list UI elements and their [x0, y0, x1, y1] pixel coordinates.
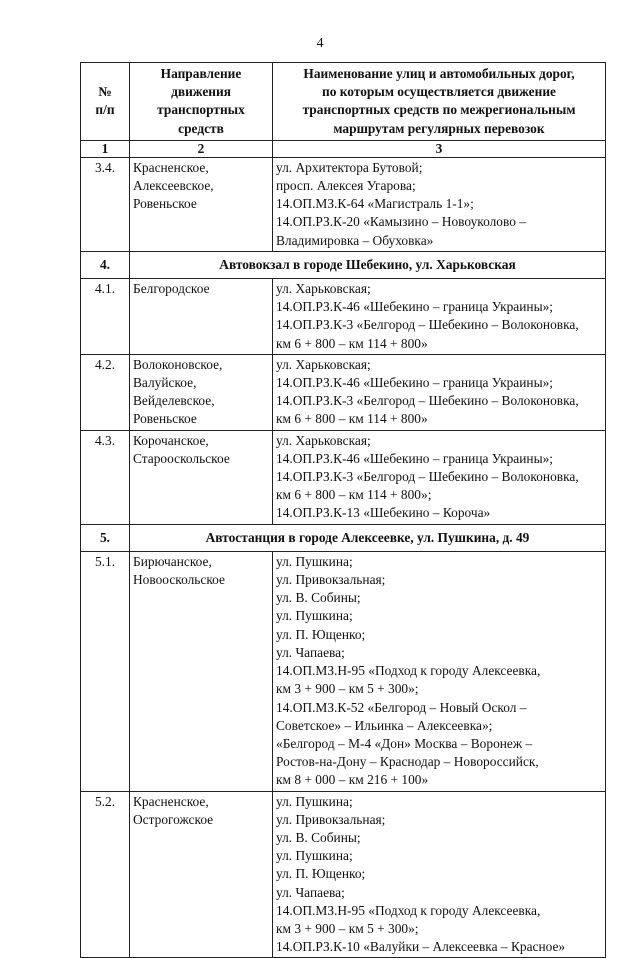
- road-line: ул. Привокзальная;: [276, 572, 386, 588]
- road-line: 14.ОП.РЗ.К-46 «Шебекино – граница Украины»;: [276, 450, 553, 466]
- road-line: км 3 + 900 – км 5 + 300»;: [276, 920, 419, 936]
- direction-cell: [130, 551, 273, 791]
- road-line: ул. Харьковская;: [276, 432, 371, 448]
- road-line: 14.ОП.РЗ.К-46 «Шебекино – граница Украины»;: [276, 299, 553, 315]
- road-line: ул. Чапаева;: [276, 644, 345, 660]
- column-numbers-row: [81, 140, 606, 157]
- road-line: 14.ОП.РЗ.К-46 «Шебекино – граница Украины»;: [276, 375, 553, 391]
- road-line: 14.ОП.РЗ.К-13 «Шебекино – Короча»: [276, 505, 491, 521]
- direction-line: Ровеньское: [133, 196, 197, 212]
- road-line: Владимировка – Обуховка»: [276, 232, 434, 248]
- direction-line: Новооскольское: [133, 572, 225, 588]
- road-line: ул. П. Ющенко;: [276, 626, 366, 642]
- routes-table: [80, 62, 606, 958]
- header-line: по которым осуществляется движение: [322, 84, 556, 100]
- direction-line: Острогожское: [133, 811, 214, 827]
- roads-cell: [273, 791, 606, 958]
- table-row: [81, 354, 606, 430]
- road-line: 14.ОП.РЗ.К-3 «Белгород – Шебекино – Волоконовка,: [276, 393, 579, 409]
- header-line: транспортных средств по межрегиональным: [302, 102, 576, 118]
- direction-line: Бирючанское,: [133, 553, 212, 569]
- section-title: Автовокзал в городе Шебекино, ул. Харьковская: [130, 251, 606, 278]
- direction-line: Валуйское,: [133, 375, 197, 391]
- section-row: [81, 524, 606, 551]
- road-line: км 6 + 800 – км 114 + 800»: [276, 335, 428, 351]
- roads-cell: [273, 354, 606, 430]
- road-line: Советское» – Ильинка – Алексеевка»;: [276, 717, 493, 733]
- header-line: средств: [178, 120, 224, 136]
- road-line: Ростов-на-Дону – Краснодар – Новороссийск,: [276, 754, 539, 770]
- header-direction: [130, 63, 273, 141]
- row-number: 3.4.: [81, 157, 130, 251]
- road-line: ул. Харьковская;: [276, 281, 371, 297]
- direction-line: Корочанское,: [133, 432, 209, 448]
- road-line: 14.ОП.РЗ.К-20 «Камызино – Новоуколово –: [276, 214, 526, 230]
- road-line: ул. Харьковская;: [276, 356, 371, 372]
- header-line: п/п: [95, 102, 115, 118]
- header-line: движения: [171, 84, 231, 100]
- table-row: [81, 551, 606, 791]
- road-line: «Белгород – М-4 «Дон» Москва – Воронеж –: [276, 735, 533, 751]
- header-line: Наименование улиц и автомобильных дорог,: [303, 66, 575, 81]
- section-title: Автостанция в городе Алексеевке, ул. Пушкина, д. 49: [130, 524, 606, 551]
- direction-line: Вейделевское,: [133, 393, 215, 409]
- header-line: транспортных: [157, 102, 245, 118]
- header-line: Направление: [160, 66, 242, 81]
- direction-line: Старооскольское: [133, 450, 230, 466]
- road-line: км 6 + 800 – км 114 + 800»;: [276, 487, 432, 503]
- direction-line: Красненское,: [133, 793, 209, 809]
- roads-cell: [273, 279, 606, 355]
- road-line: ул. Пушкина;: [276, 608, 353, 624]
- direction-line: Волоконовское,: [133, 356, 223, 372]
- table-row: [81, 157, 606, 251]
- section-number: 4.: [81, 251, 130, 278]
- road-line: 14.ОП.РЗ.К-10 «Валуйки – Алексеевка – Красное»: [276, 939, 566, 955]
- road-line: 14.ОП.РЗ.К-3 «Белгород – Шебекино – Волоконовка,: [276, 469, 579, 485]
- road-line: 14.ОП.МЗ.К-52 «Белгород – Новый Оскол –: [276, 699, 527, 715]
- row-number: 5.1.: [81, 551, 130, 791]
- road-line: 14.ОП.МЗ.К-64 «Магистраль 1-1»;: [276, 196, 474, 212]
- row-number: 5.2.: [81, 791, 130, 958]
- direction-cell: [130, 279, 273, 355]
- section-number: 5.: [81, 524, 130, 551]
- road-line: ул. П. Ющенко;: [276, 866, 366, 882]
- direction-cell: [130, 157, 273, 251]
- row-number: 4.1.: [81, 279, 130, 355]
- header-line: №: [98, 84, 112, 100]
- header-number: [81, 63, 130, 141]
- road-line: 14.ОП.МЗ.Н-95 «Подход к городу Алексеевка,: [276, 902, 541, 918]
- direction-cell: [130, 430, 273, 524]
- header-roads: [273, 63, 606, 141]
- row-number: 4.3.: [81, 430, 130, 524]
- direction-line: Ровеньское: [133, 411, 197, 427]
- direction-line: Красненское,: [133, 159, 209, 175]
- direction-cell: [130, 791, 273, 958]
- table-row: [81, 430, 606, 524]
- road-line: ул. Пушкина;: [276, 553, 353, 569]
- direction-line: Белгородское: [133, 281, 210, 297]
- road-line: км 3 + 900 – км 5 + 300»;: [276, 681, 419, 697]
- row-number: 4.2.: [81, 354, 130, 430]
- road-line: км 6 + 800 – км 114 + 800»: [276, 411, 428, 427]
- section-row: [81, 251, 606, 278]
- road-line: ул. Привокзальная;: [276, 811, 386, 827]
- column-number: 2: [130, 140, 273, 157]
- road-line: просп. Алексея Угарова;: [276, 178, 416, 194]
- page-number: 4: [316, 36, 324, 51]
- roads-cell: [273, 157, 606, 251]
- header-line: маршрутам регулярных перевозок: [333, 120, 545, 136]
- roads-cell: [273, 430, 606, 524]
- road-line: ул. Пушкина;: [276, 848, 353, 864]
- direction-line: Алексеевское,: [133, 178, 214, 194]
- road-line: 14.ОП.РЗ.К-3 «Белгород – Шебекино – Волоконовка,: [276, 317, 579, 333]
- road-line: ул. В. Собины;: [276, 590, 361, 606]
- road-line: км 8 + 000 – км 216 + 100»: [276, 772, 429, 788]
- road-line: ул. Чапаева;: [276, 884, 345, 900]
- road-line: ул. В. Собины;: [276, 829, 361, 845]
- road-line: 14.ОП.МЗ.Н-95 «Подход к городу Алексеевка,: [276, 663, 541, 679]
- table-body: [81, 157, 606, 958]
- road-line: ул. Пушкина;: [276, 793, 353, 809]
- column-number: 3: [273, 140, 606, 157]
- road-line: ул. Архитектора Бутовой;: [276, 159, 423, 175]
- column-number: 1: [81, 140, 130, 157]
- table-row: [81, 279, 606, 355]
- table-row: [81, 791, 606, 958]
- table-header-row: [81, 63, 606, 141]
- direction-cell: [130, 354, 273, 430]
- roads-cell: [273, 551, 606, 791]
